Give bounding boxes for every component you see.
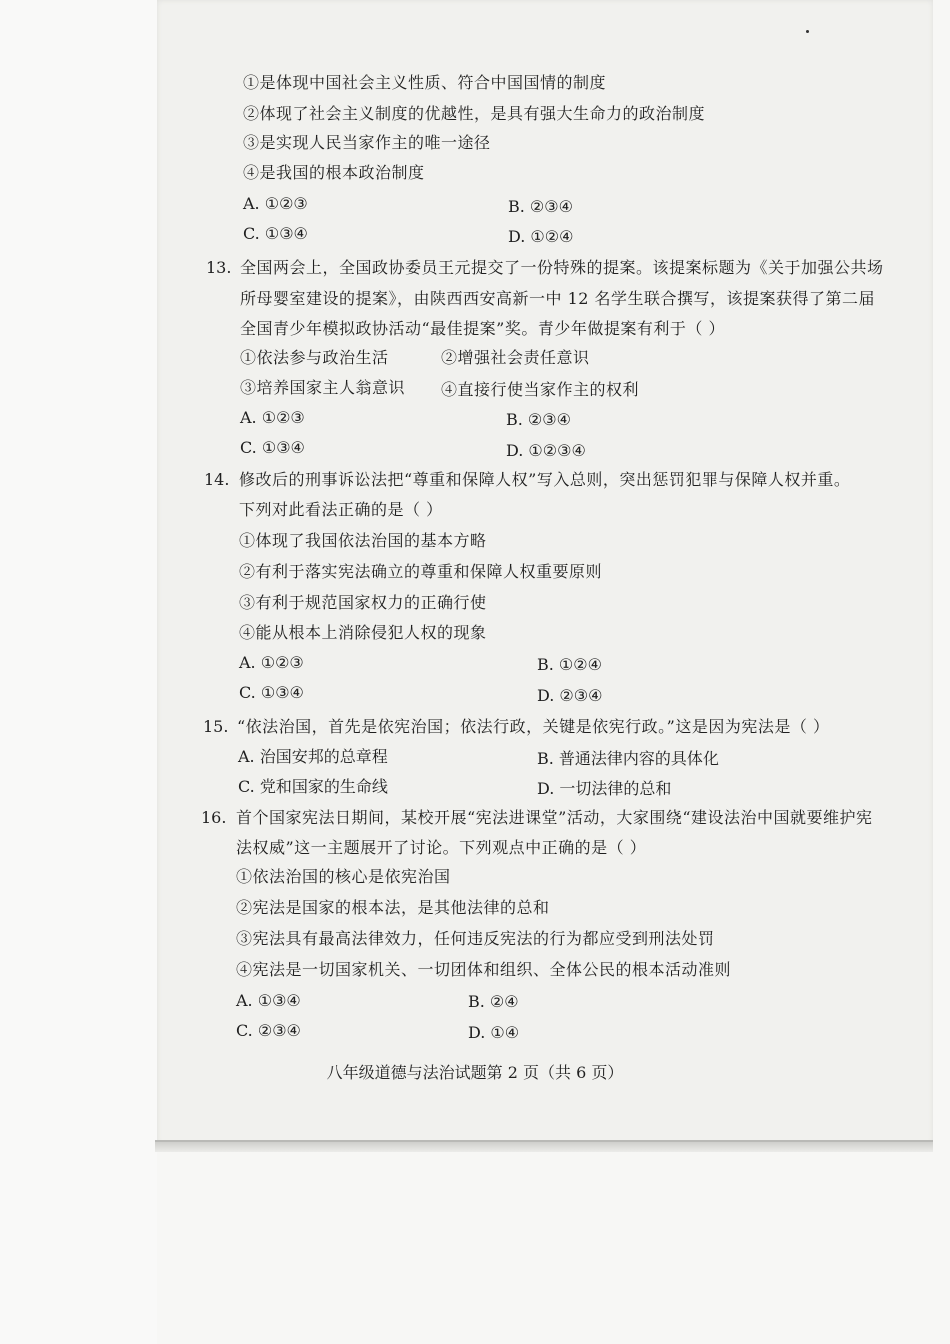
q13-option-b: B. ②③④ <box>506 410 571 429</box>
q14-stem-line-2: 下列对此看法正确的是（ ） <box>239 500 443 519</box>
q15-option-d: D. 一切法律的总和 <box>537 779 672 798</box>
q12-item-2: ②体现了社会主义制度的优越性，是具有强大生命力的政治制度 <box>243 104 706 123</box>
q14-option-b: B. ①②④ <box>537 655 602 674</box>
q14-option-a: A. ①②③ <box>239 653 304 672</box>
q15-option-a: A. 治国安邦的总章程 <box>238 747 388 766</box>
page-bottom-edge <box>155 1140 933 1152</box>
q13-number: 13. <box>206 258 232 277</box>
page-footer: 八年级道德与法治试题第 2 页（共 6 页） <box>326 1063 624 1082</box>
q15-number: 15. <box>203 717 229 736</box>
q14-stem-line-1: 修改后的刑事诉讼法把“尊重和保障人权”写入总则，突出惩罚犯罪与保障人权并重。 <box>239 470 851 489</box>
q13-option-d: D. ①②③④ <box>506 441 586 460</box>
q12-option-c: C. ①③④ <box>243 224 308 243</box>
q16-item-1: ①依法治国的核心是依宪治国 <box>236 867 451 886</box>
q15-stem-line-1: “依法治国，首先是依宪治国；依法行政，关键是依宪行政。”这是因为宪法是（ ） <box>237 717 830 736</box>
q12-item-4: ④是我国的根本政治制度 <box>243 163 425 182</box>
q15-option-c: C. 党和国家的生命线 <box>238 777 388 796</box>
q13-option-c: C. ①③④ <box>240 438 305 457</box>
q12-option-d: D. ①②④ <box>508 227 574 246</box>
q13-item-2: ②增强社会责任意识 <box>441 348 590 367</box>
q14-item-2: ②有利于落实宪法确立的尊重和保障人权重要原则 <box>239 562 603 581</box>
q14-option-d: D. ②③④ <box>537 686 603 705</box>
q16-option-c: C. ②③④ <box>236 1021 301 1040</box>
q16-item-3: ③宪法具有最高法律效力，任何违反宪法的行为都应受到刑法处罚 <box>236 929 715 948</box>
q14-item-4: ④能从根本上消除侵犯人权的现象 <box>239 623 487 642</box>
q14-number: 14. <box>204 470 230 489</box>
q12-option-a: A. ①②③ <box>243 194 308 213</box>
scan-speck <box>806 30 809 33</box>
q16-number: 16. <box>201 808 227 827</box>
q16-stem-line-2: 法权威”这一主题展开了讨论。下列观点中正确的是（ ） <box>236 838 647 857</box>
q12-option-b: B. ②③④ <box>508 197 573 216</box>
q16-item-4: ④宪法是一切国家机关、一切团体和组织、全体公民的根本活动准则 <box>236 960 732 979</box>
q13-item-1: ①依法参与政治生活 <box>240 348 389 367</box>
q13-option-a: A. ①②③ <box>240 408 305 427</box>
q16-item-2: ②宪法是国家的根本法，是其他法律的总和 <box>236 898 550 917</box>
q12-item-3: ③是实现人民当家作主的唯一途径 <box>243 133 491 152</box>
q13-stem-line-1: 全国两会上，全国政协委员王元提交了一份特殊的提案。该提案标题为《关于加强公共场 <box>240 258 884 277</box>
q13-item-4: ④直接行使当家作主的权利 <box>441 380 640 399</box>
q13-item-3: ③培养国家主人翁意识 <box>240 378 406 397</box>
q15-option-b: B. 普通法律内容的具体化 <box>537 749 719 768</box>
scan-background-left <box>0 0 157 1344</box>
q16-option-d: D. ①④ <box>468 1023 520 1042</box>
q13-stem-line-2: 所母婴室建设的提案》，由陕西西安高新一中 12 名学生联合撰写，该提案获得了第二届 <box>240 289 876 308</box>
q14-item-3: ③有利于规范国家权力的正确行使 <box>239 593 487 612</box>
q14-item-1: ①体现了我国依法治国的基本方略 <box>239 531 487 550</box>
q14-option-c: C. ①③④ <box>239 683 304 702</box>
q12-item-1: ①是体现中国社会主义性质、符合中国国情的制度 <box>243 73 607 92</box>
q16-option-b: B. ②④ <box>468 992 519 1011</box>
q16-option-a: A. ①③④ <box>236 991 301 1010</box>
q13-stem-line-3: 全国青少年模拟政协活动“最佳提案”奖。青少年做提案有利于（ ） <box>240 319 725 338</box>
q16-stem-line-1: 首个国家宪法日期间，某校开展“宪法进课堂”活动，大家围绕“建设法治中国就要维护宪 <box>236 808 873 827</box>
